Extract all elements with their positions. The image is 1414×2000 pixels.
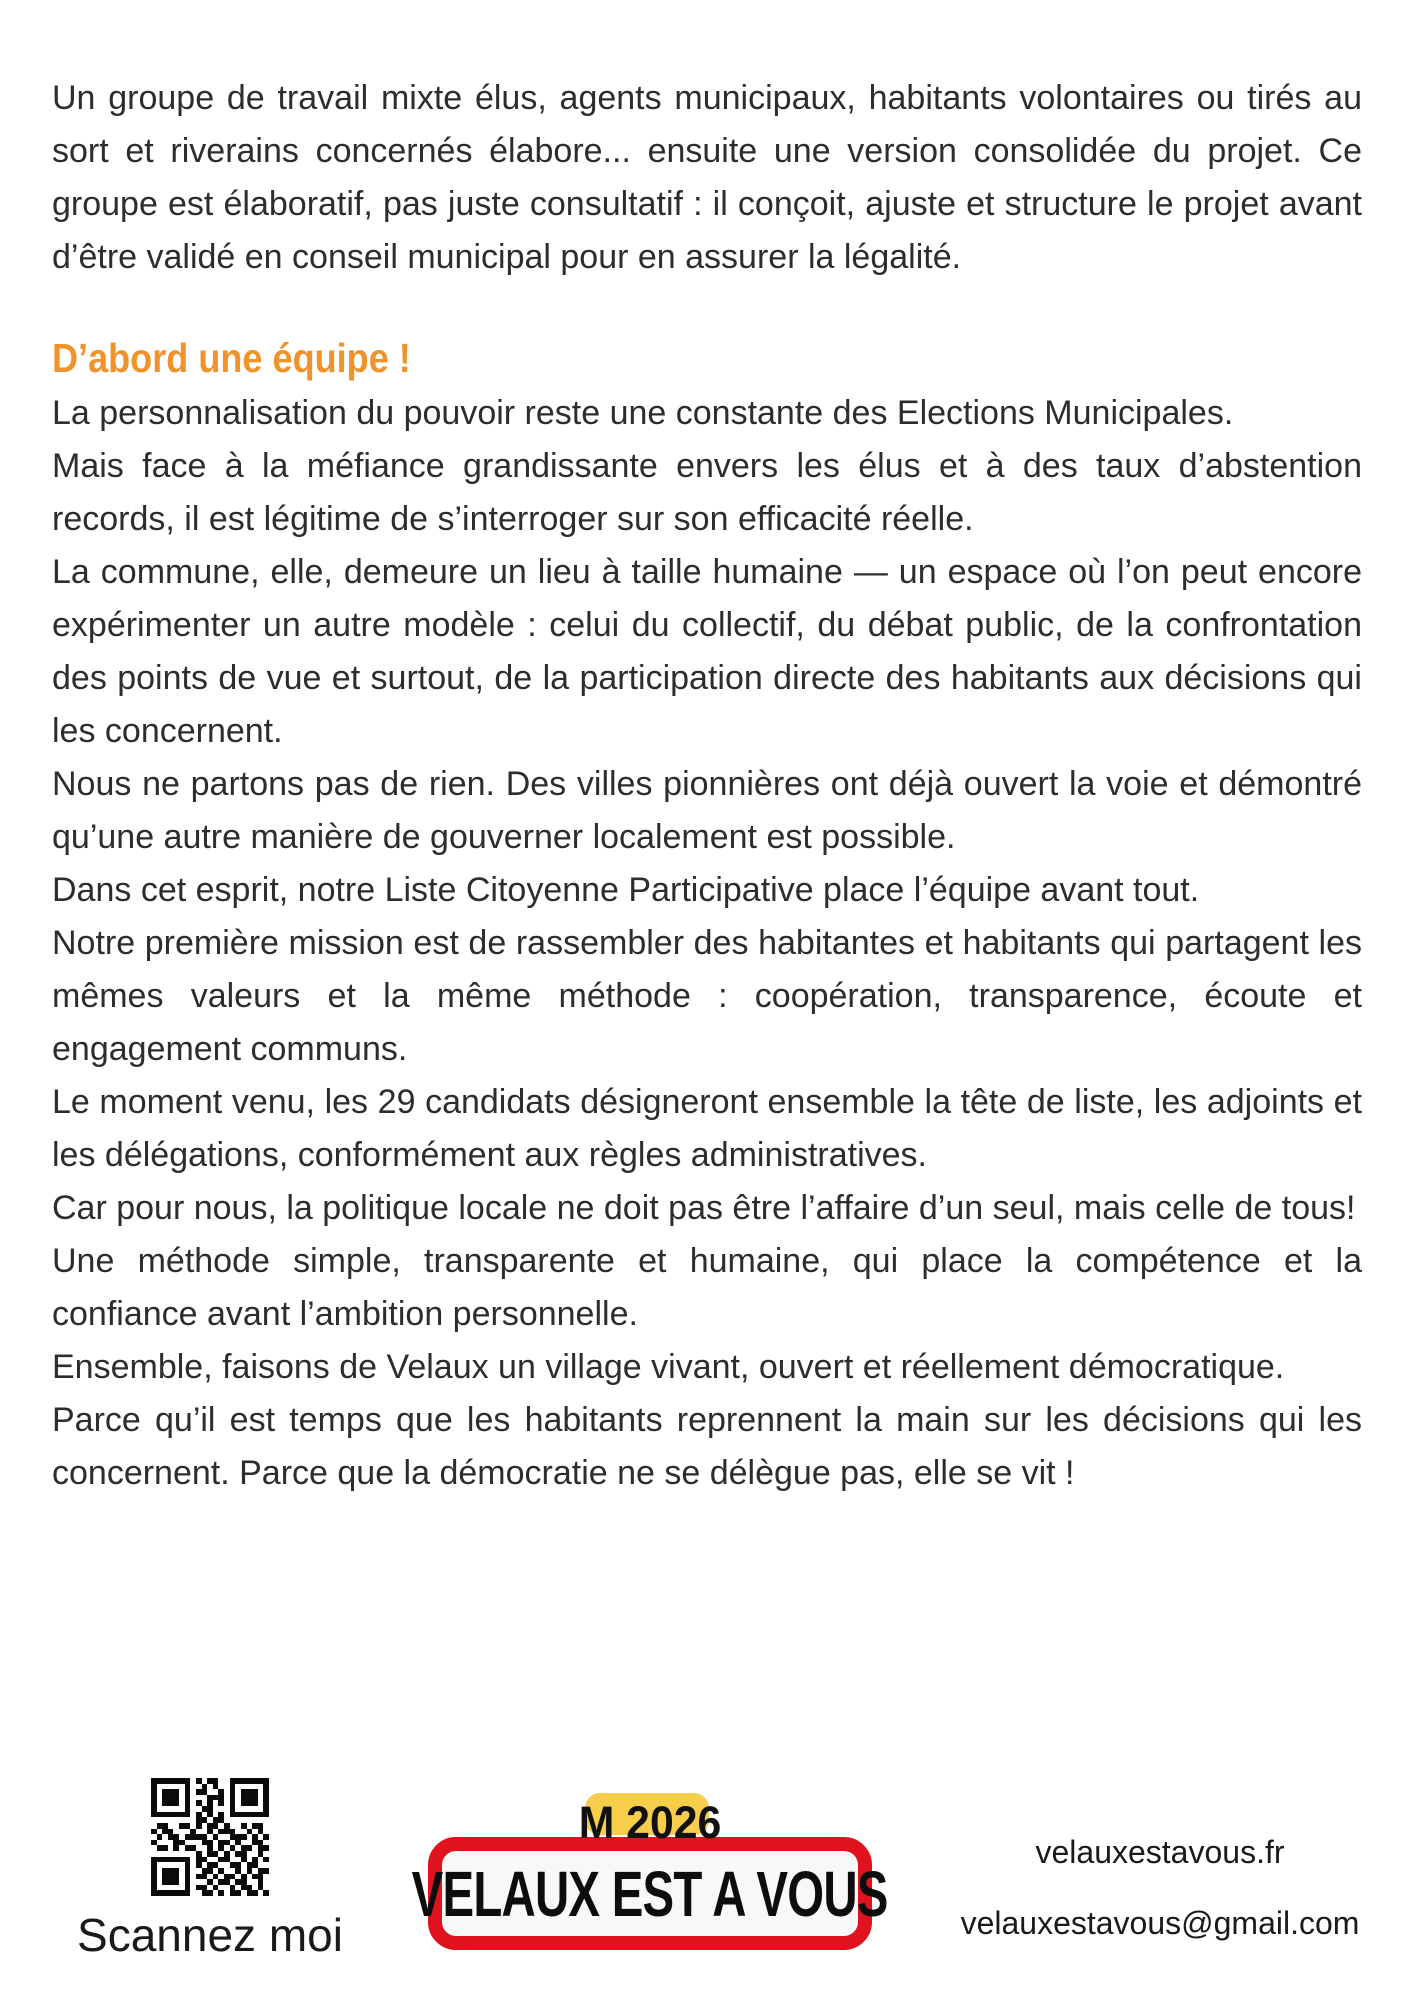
m2026-label: M 2026 [578,1797,722,1848]
body-paragraph: Parce qu’il est temps que les habitants reprennent la main sur les décisions qui les concernent. Parce que la démocratie ne se délègue pas, elle se vit ! [52,1401,1362,1492]
qr-block [60,1778,360,1962]
town-sign [411,1837,889,1950]
body-paragraph: Le moment venu, les 29 candidats désigneront ensemble la tête de liste, les adjoints et les délégations, conformément aux règles administratives. [52,1083,1362,1174]
body-paragraph: Car pour nous, la politique locale ne doit pas être l’affaire d’un seul, mais celle de tous! [52,1189,1356,1227]
body-paragraph: Ensemble, faisons de Velaux un village vivant, ouvert et réellement démocratique. [52,1348,1285,1386]
qr-caption: Scannez moi [77,1909,343,1961]
flyer-body [52,72,1362,1500]
body-paragraph: La personnalisation du pouvoir reste une constante des Elections Municipales. [52,394,1234,432]
body-paragraph: Mais face à la méfiance grandissante envers les élus et à des taux d’abstention records, il est légitime de s’interroger sur son efficacité réelle. [52,447,1362,538]
body-paragraph: Une méthode simple, transparente et humaine, qui place la compétence et la confiance avant l’ambition personnelle. [52,1242,1362,1333]
body-paragraph: Nous ne partons pas de rien. Des villes pionnières ont déjà ouvert la voie et démontré qu’une autre manière de gouverner localement est possible. [52,765,1362,856]
intro-paragraph: Un groupe de travail mixte élus, agents municipaux, habitants volontaires ou tirés au sort et riverains concernés élabore... ensuite une version consolidée du projet. Ce groupe est élaboratif, pas juste consultatif : il conçoit, ajuste et structure le projet avant d’être validé en conseil municipal pour en assurer la légalité. [52,79,1362,276]
email-address: velauxestavous@gmail.com [960,1905,1360,1941]
website-url: velauxestavous.fr [1035,1834,1285,1870]
qr-code-icon [151,1778,269,1896]
section-heading: D’abord une équipe ! [52,335,411,381]
body-paragraph: Dans cet esprit, notre Liste Citoyenne Participative place l’équipe avant tout. [52,871,1200,909]
body-paragraph: Notre première mission est de rassembler des habitantes et habitants qui partagent les mêmes valeurs et la même méthode : coopération, transparence, écoute et engagement communs. [52,924,1362,1068]
town-sign-label: VELAUX EST A VOUS [411,1857,889,1930]
contact-block [945,1832,1375,1943]
velaux-est-a-vous-logo [411,1790,889,1955]
body-paragraph: La commune, elle, demeure un lieu à taille humaine — un espace où l’on peut encore expérimenter un autre modèle : celui du collectif, du débat public, de la confrontation des points de vue et surtout, de la participation directe des habitants aux décisions qui les concernent. [52,553,1362,750]
